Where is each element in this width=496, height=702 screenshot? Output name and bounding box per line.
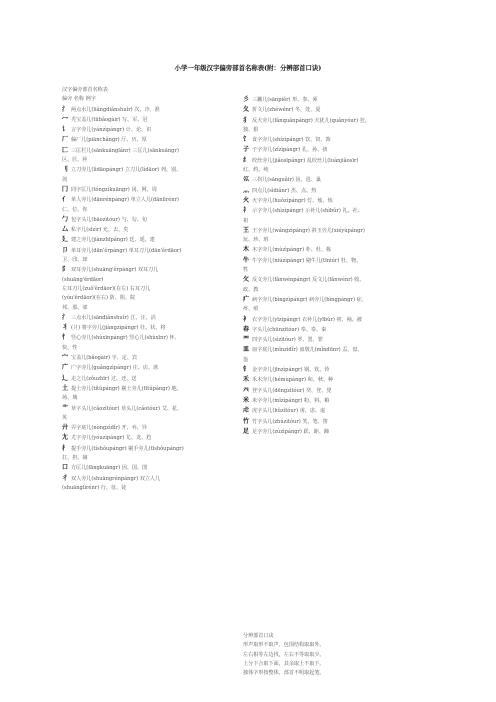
entry-text: 方匡儿(fāngkuāngr) 因、国、图 — [71, 465, 148, 472]
entry-line — [62, 125, 228, 135]
entry-text: 四字头儿(sìzìtóur) 罗、罢、罪 — [252, 337, 323, 344]
entry-text: 禾木旁儿(hémùpángr) 和、秋、种 — [252, 377, 334, 384]
entry-text: 提土旁儿(títǔpángr) 剔土旁儿(tītǔpángr) 地、 — [71, 385, 182, 392]
entry-text: 反文旁儿(fǎnwénpángr) 反文儿(fǎnwénr) 收、 — [252, 277, 365, 284]
entry-text: 四点儿(sìdiǎnr) 杰、点、热 — [252, 187, 317, 194]
radical-glyph: 辶 — [62, 374, 69, 382]
entry-text: 反犬旁儿(fǎnquǎnpángr) 犬犹儿(quǎnyóur) 狂、 — [252, 117, 370, 124]
radical-entry — [62, 423, 228, 433]
entry-line — [62, 414, 228, 423]
entry-line — [62, 206, 228, 215]
entry-line — [62, 463, 228, 473]
entry-line — [62, 474, 228, 484]
entry-line — [243, 145, 439, 155]
entry-text: 字头儿(chūnzìtóur) 奉、奏、秦 — [252, 326, 327, 333]
entry-line — [62, 384, 228, 394]
radical-glyph: 丬 — [62, 324, 69, 332]
entry-text: 金字旁儿(jīnzìpángr) 钢、钦、铃 — [252, 367, 330, 374]
radical-glyph: 饣 — [243, 136, 250, 144]
radical-glyph: 忄 — [62, 334, 69, 342]
entry-text: 木字旁儿(mùzìpángr) 朴、杜、栋 — [252, 247, 332, 254]
entry-line — [243, 417, 439, 427]
radical-glyph: 禾 — [243, 376, 250, 384]
radical-entry — [62, 135, 228, 145]
radical-glyph: 氵 — [62, 105, 69, 113]
entry-line — [62, 444, 228, 454]
entry-text: 独、狠 — [243, 126, 259, 133]
entry-line — [243, 175, 439, 185]
radical-entry — [62, 225, 228, 235]
entry-text: 示字旁儿(shìzìpángr) 示补儿(shìbǔr) 礼、社、 — [252, 208, 363, 215]
mnemonic-line: 形声取形不取声，包围结构取取外。 — [243, 642, 325, 649]
page-title: 小学一年级汉字偏旁部首名称表(附：分辨部首口诀) — [174, 64, 322, 72]
entry-text: 同字匡儿(tóngzìkuāngr) 冈、网、周 — [71, 186, 157, 193]
radical-glyph: 礻 — [243, 207, 250, 215]
radical-glyph: 刂 — [62, 166, 69, 174]
radical-glyph: 讠 — [62, 126, 69, 134]
entry-text: 足字旁儿(zúzìpángr) 跃、距、蹄 — [252, 428, 330, 435]
entry-text: 区、匠、匣 — [62, 157, 88, 164]
radical-entry — [62, 105, 228, 115]
entry-text: 单耳旁儿(dān'ěrpángr) 单耳刀儿(dān'ěrdāor) — [71, 247, 182, 254]
entry-text: 言字旁儿(yánzìpángr) 计、论、识 — [71, 127, 152, 134]
radical-entry — [62, 146, 228, 166]
entry-line — [243, 196, 439, 206]
radical-entry — [243, 396, 439, 406]
entry-text: 秃宝盖儿(tūbǎogàir) 写、军、冠 — [71, 116, 148, 123]
entry-line — [62, 246, 228, 256]
table-heading: 汉字偏旁部首名称表 — [62, 87, 108, 93]
radical-entry — [243, 375, 439, 385]
entry-line — [243, 245, 439, 255]
radical-entry — [243, 245, 439, 255]
radical-glyph: 灬 — [243, 186, 250, 194]
radical-glyph: 廾 — [62, 424, 69, 432]
entry-text: 偏厂儿(piānchǎngr) 厅、历、厚 — [71, 137, 147, 144]
entry-line — [62, 394, 228, 403]
radical-entry — [62, 185, 228, 195]
radical-entry — [62, 246, 228, 266]
entry-text: 折文儿(zhéwénr) 冬、处、夏 — [252, 107, 321, 114]
entry-text: 广字旁儿(guǎngzìpángr) 庄、店、席 — [71, 365, 159, 372]
radical-entry — [243, 116, 439, 136]
entry-text: 双人旁儿(shuāngrénpángr) 双立人儿 — [71, 475, 161, 482]
entry-text: 皿字底儿(mǐnzìdǐr) 皿墩儿(mǐndūnr) 盂、盘、 — [252, 347, 363, 354]
radical-glyph: 足 — [243, 427, 250, 435]
entry-line — [243, 305, 439, 314]
radical-glyph: 扌 — [62, 444, 69, 452]
entry-line — [62, 313, 228, 323]
entry-text: 两点水儿(liǎngdiǎnshuǐr) 次、冷、准 — [71, 106, 160, 113]
radical-entry — [62, 125, 228, 135]
radical-glyph: 彳 — [62, 474, 69, 482]
radical-glyph: 厂 — [62, 136, 69, 144]
entry-line — [243, 126, 439, 135]
entry-line — [62, 363, 228, 373]
radical-glyph: 火 — [243, 196, 250, 204]
entry-line — [62, 265, 228, 275]
entry-line — [243, 386, 439, 396]
entry-text: 提手旁儿(tíshǒupángr) 剔手旁儿(tīshǒupángr) — [71, 445, 184, 452]
radical-entry — [62, 363, 228, 373]
radical-glyph: 衤 — [243, 315, 250, 323]
radical-entry — [62, 463, 228, 473]
entry-line — [243, 275, 439, 285]
entry-line — [62, 105, 228, 115]
entry-text: 竖心旁儿(shùxīnpángr) 竖心儿(shùxīnr) 怀、 — [71, 335, 180, 342]
radical-glyph: 阝 — [62, 266, 69, 274]
radical-glyph: 皿 — [243, 346, 250, 354]
entry-line — [62, 423, 228, 433]
radical-entry — [243, 406, 439, 416]
radical-glyph: 匚 — [62, 146, 69, 154]
entry-line — [243, 105, 439, 115]
entry-text: 弄字底儿(nòngzìdǐr) 开、弁、异 — [71, 425, 147, 432]
entry-text: 病字旁儿(bìngzìpángr) 病旁儿(bìngpángr) 症、 — [252, 296, 367, 303]
radical-glyph: 尢 — [62, 434, 69, 442]
radical-entry — [243, 386, 439, 396]
entry-line — [243, 325, 439, 335]
table-column-headers: 偏旁 名称 例字 — [62, 96, 96, 103]
entry-line — [62, 225, 228, 235]
entry-line — [62, 323, 228, 333]
entry-line — [243, 156, 439, 166]
entry-text: 尤字旁儿(yóuzìpángr) 尤、龙、尥 — [71, 435, 152, 442]
radical-entry — [62, 235, 228, 245]
entry-text: 走之儿(zǒuzhīr) 过、还、送 — [71, 375, 137, 382]
entry-text: 火字旁儿(huǒzìpángr) 灯、烛、炼 — [252, 197, 333, 204]
entry-line — [62, 404, 228, 414]
radical-glyph: 巛 — [243, 176, 250, 184]
radical-entry — [243, 206, 439, 226]
entry-text: 包字头儿(bāozìtóur) 勺、勾、旬 — [71, 216, 147, 223]
radical-entry — [62, 433, 228, 443]
entry-line — [62, 256, 228, 265]
radical-glyph: 牛 — [243, 256, 250, 264]
entry-text: 食字旁儿(shízìpángr) 饮、饲、饰 — [252, 137, 331, 144]
entry-text: 英 — [62, 414, 68, 421]
radical-glyph: 廴 — [62, 236, 69, 244]
radical-entry — [243, 175, 439, 185]
radical-glyph: 春 — [243, 325, 250, 333]
entry-text: 建之旁儿(jiànzhīpángr) 廷、延、建 — [71, 237, 155, 244]
radical-entry — [62, 384, 228, 404]
radical-entry — [243, 275, 439, 295]
entry-text: 盔 — [243, 356, 249, 363]
radical-glyph: 宀 — [62, 354, 69, 362]
entry-text: (shuāng'ěrdāor) — [62, 276, 104, 283]
radical-entry — [243, 325, 439, 335]
entry-text: 剑 — [62, 176, 68, 183]
entry-line — [243, 116, 439, 126]
radical-glyph: 冂 — [62, 185, 69, 193]
entry-text: 玩、珍、班 — [243, 237, 269, 244]
radical-entry — [243, 417, 439, 427]
entry-line — [62, 135, 228, 145]
entry-text: (爿) 将字旁儿(jiàngzìpángr) 壮、状、将 — [71, 325, 166, 332]
entry-line — [62, 344, 228, 353]
entry-text: 衣字旁儿(yīzìpángr) 衣补儿(yībǔr) 初、袖、被 — [252, 316, 362, 323]
radical-entry — [243, 156, 439, 176]
entry-line — [243, 396, 439, 406]
entry-line — [62, 176, 228, 185]
radical-glyph: 彡 — [243, 96, 250, 103]
radical-entry — [62, 404, 228, 424]
entry-line — [62, 433, 228, 443]
entry-text: 政、教 — [243, 286, 259, 293]
radical-glyph: 疒 — [243, 295, 250, 303]
entry-line — [243, 406, 439, 416]
entry-text: 仁、位、你 — [62, 206, 88, 213]
entry-line — [243, 315, 439, 325]
entry-text: 红、约、纯 — [243, 167, 269, 174]
entry-line — [62, 484, 228, 493]
entry-text: 竹字头儿(zhúzìtóur) 笑、笔、笛 — [252, 418, 328, 425]
radical-glyph: 土 — [62, 384, 69, 392]
radical-entry — [62, 333, 228, 353]
entry-text: 立刀旁儿(lìdāopángr) 立刀儿(lìdāor) 列、别、 — [71, 167, 182, 174]
entry-text: 快、性 — [62, 344, 78, 351]
radical-glyph: 子 — [243, 146, 250, 154]
radical-entry — [243, 315, 439, 325]
right-column — [243, 95, 439, 437]
entry-line — [62, 235, 228, 245]
radical-entry — [243, 365, 439, 375]
entry-text: 三撇儿(sānpiěr) 形、参、须 — [252, 97, 318, 103]
entry-line — [62, 185, 228, 195]
entry-line — [243, 226, 439, 236]
entry-text: 子字旁儿(zǐzìpángr) 孔、孙、孩 — [252, 147, 328, 154]
radical-glyph: 勹 — [62, 215, 69, 223]
entry-text: 双耳旁儿(shuāng'ěrpángr) 双耳刀儿 — [71, 267, 159, 274]
entry-line — [243, 295, 439, 305]
entry-line — [62, 115, 228, 125]
entry-line — [62, 195, 228, 205]
radical-entry — [62, 474, 228, 494]
entry-line — [243, 95, 439, 105]
entry-line — [62, 276, 228, 285]
entry-text: 绞丝旁儿(jiǎosīpángr) 乱绞丝儿(luànjiǎosīr) — [252, 157, 359, 164]
entry-line — [243, 206, 439, 216]
entry-text: 王字旁儿(wángzìpángr) 斜玉旁儿(xiéyùpángr) — [252, 227, 365, 234]
mnemonic-heading: 分辨部首口诀 — [243, 633, 274, 639]
entry-line — [62, 294, 228, 303]
entry-text: 三点水儿(sāndiǎnshuǐr) 江、汪、活 — [71, 314, 156, 321]
radical-glyph: 厶 — [62, 226, 69, 234]
entry-line — [243, 356, 439, 365]
radical-glyph: 竹 — [243, 417, 250, 425]
entry-line — [62, 374, 228, 384]
radical-entry — [62, 323, 228, 333]
entry-line — [243, 335, 439, 345]
entry-text: 邦、那、郊 — [62, 304, 88, 311]
radical-glyph: 口 — [62, 464, 69, 472]
radical-entry — [243, 295, 439, 315]
radical-entry — [243, 256, 439, 276]
radical-glyph: 虍 — [243, 407, 250, 415]
radical-entry — [243, 226, 439, 246]
entry-line — [62, 215, 228, 225]
radical-glyph: 卩 — [62, 246, 69, 254]
entry-text: 草字头儿(cǎozìtóur) 草头儿(cǎotóur) 艾、花、 — [71, 405, 183, 412]
mnemonic-section — [243, 632, 439, 678]
entry-text: 疼、痕 — [243, 306, 259, 313]
entry-text: (yòu'ěrdāor)(在右) 防、阻、院 — [62, 295, 136, 302]
mnemonic-line: 上分下合取下面，其余取上不取下。 — [243, 660, 325, 667]
radical-entry — [243, 105, 439, 115]
entry-text: 场、城 — [62, 395, 78, 402]
radical-glyph: 钅 — [243, 366, 250, 374]
radical-glyph: 夂 — [243, 106, 250, 114]
radical-glyph: 王 — [243, 226, 250, 234]
entry-text: 卫、印、却 — [62, 257, 88, 264]
radical-glyph: 广 — [62, 364, 69, 372]
entry-text: 私字儿(sīzìr) 允、去、矣 — [71, 227, 129, 234]
entry-text: 牛字旁儿(niúzìpángr) 剔牛儿(tīniúr) 牡、物、 — [252, 257, 362, 264]
entry-line — [243, 427, 439, 437]
mnemonic-line: 左右相等左边找，左右不等取取少。 — [243, 651, 325, 658]
radical-glyph: 冖 — [62, 115, 69, 123]
radical-entry — [62, 265, 228, 312]
entry-text: 三拐儿(sānguǎir) 甾、邕、巢 — [252, 177, 321, 184]
entry-line — [243, 217, 439, 226]
radical-entry — [243, 196, 439, 206]
entry-line — [243, 375, 439, 385]
entry-line — [62, 285, 228, 294]
entry-line — [62, 165, 228, 175]
radical-entry — [62, 313, 228, 323]
entry-line — [62, 146, 228, 156]
mnemonic-line: 独体字形按整体，部首不明取起笔。 — [243, 670, 325, 677]
entry-text: 宝盖儿(bǎogàir) 字、定、宾 — [71, 355, 138, 362]
entry-line — [243, 286, 439, 295]
entry-text: 扛、担、摘 — [62, 454, 88, 461]
entry-text: 虎字头儿(hǔzìtóur) 虏、虑、虚 — [252, 408, 326, 415]
radical-glyph: 氵 — [62, 313, 69, 321]
radical-entry — [243, 135, 439, 145]
entry-text: 米字旁儿(mǐzìpángr) 粉、料、粮 — [252, 397, 330, 404]
radical-glyph: 纟 — [243, 156, 250, 164]
entry-line — [243, 365, 439, 375]
entry-line — [62, 156, 228, 165]
entry-line — [62, 304, 228, 313]
radical-entry — [243, 345, 439, 365]
entry-line — [243, 345, 439, 355]
entry-text: 祖 — [243, 217, 249, 224]
radical-entry — [62, 444, 228, 464]
entry-line — [62, 353, 228, 363]
entry-line — [243, 186, 439, 196]
radical-glyph: 犭 — [243, 116, 250, 124]
radical-entry — [62, 353, 228, 363]
entry-line — [62, 333, 228, 343]
radical-glyph: 艹 — [62, 404, 69, 412]
radical-glyph: 攵 — [243, 276, 250, 284]
radical-entry — [62, 215, 228, 225]
entry-line — [243, 135, 439, 145]
entry-text: (shuānglìrénr) 行、征、徒 — [62, 484, 127, 491]
radical-glyph: 木 — [243, 246, 250, 254]
entry-line — [243, 236, 439, 245]
radical-entry — [243, 335, 439, 345]
entry-text: 牲 — [243, 267, 249, 274]
radical-glyph: 罒 — [243, 336, 250, 344]
radical-glyph: 米 — [243, 396, 250, 404]
radical-entry — [62, 374, 228, 384]
entry-line — [243, 166, 439, 175]
radical-glyph: 亻 — [62, 196, 69, 204]
radical-entry — [243, 427, 439, 437]
entry-line — [243, 266, 439, 275]
radical-glyph: 癶 — [243, 386, 250, 394]
radical-entry — [62, 165, 228, 185]
entry-line — [243, 256, 439, 266]
radical-entry — [243, 145, 439, 155]
radical-entry — [243, 186, 439, 196]
entry-text: 三匡栏儿(sānkuānglánr) 三匡儿(sānkuāngr) — [71, 147, 179, 154]
radical-entry — [62, 195, 228, 215]
radical-entry — [243, 95, 439, 105]
entry-text: 登字头儿(dēngzìtóur) 癸、登、凳 — [252, 387, 332, 394]
left-column — [62, 86, 228, 493]
radical-entry — [62, 115, 228, 125]
entry-text: 左耳刀儿(zuǒ'ěrdāor)(在左) 右耳刀儿 — [62, 285, 151, 292]
entry-line — [62, 454, 228, 463]
entry-text: 单人旁儿(dānrénpángr) 单立人儿(dānlìrénr) — [71, 197, 179, 204]
